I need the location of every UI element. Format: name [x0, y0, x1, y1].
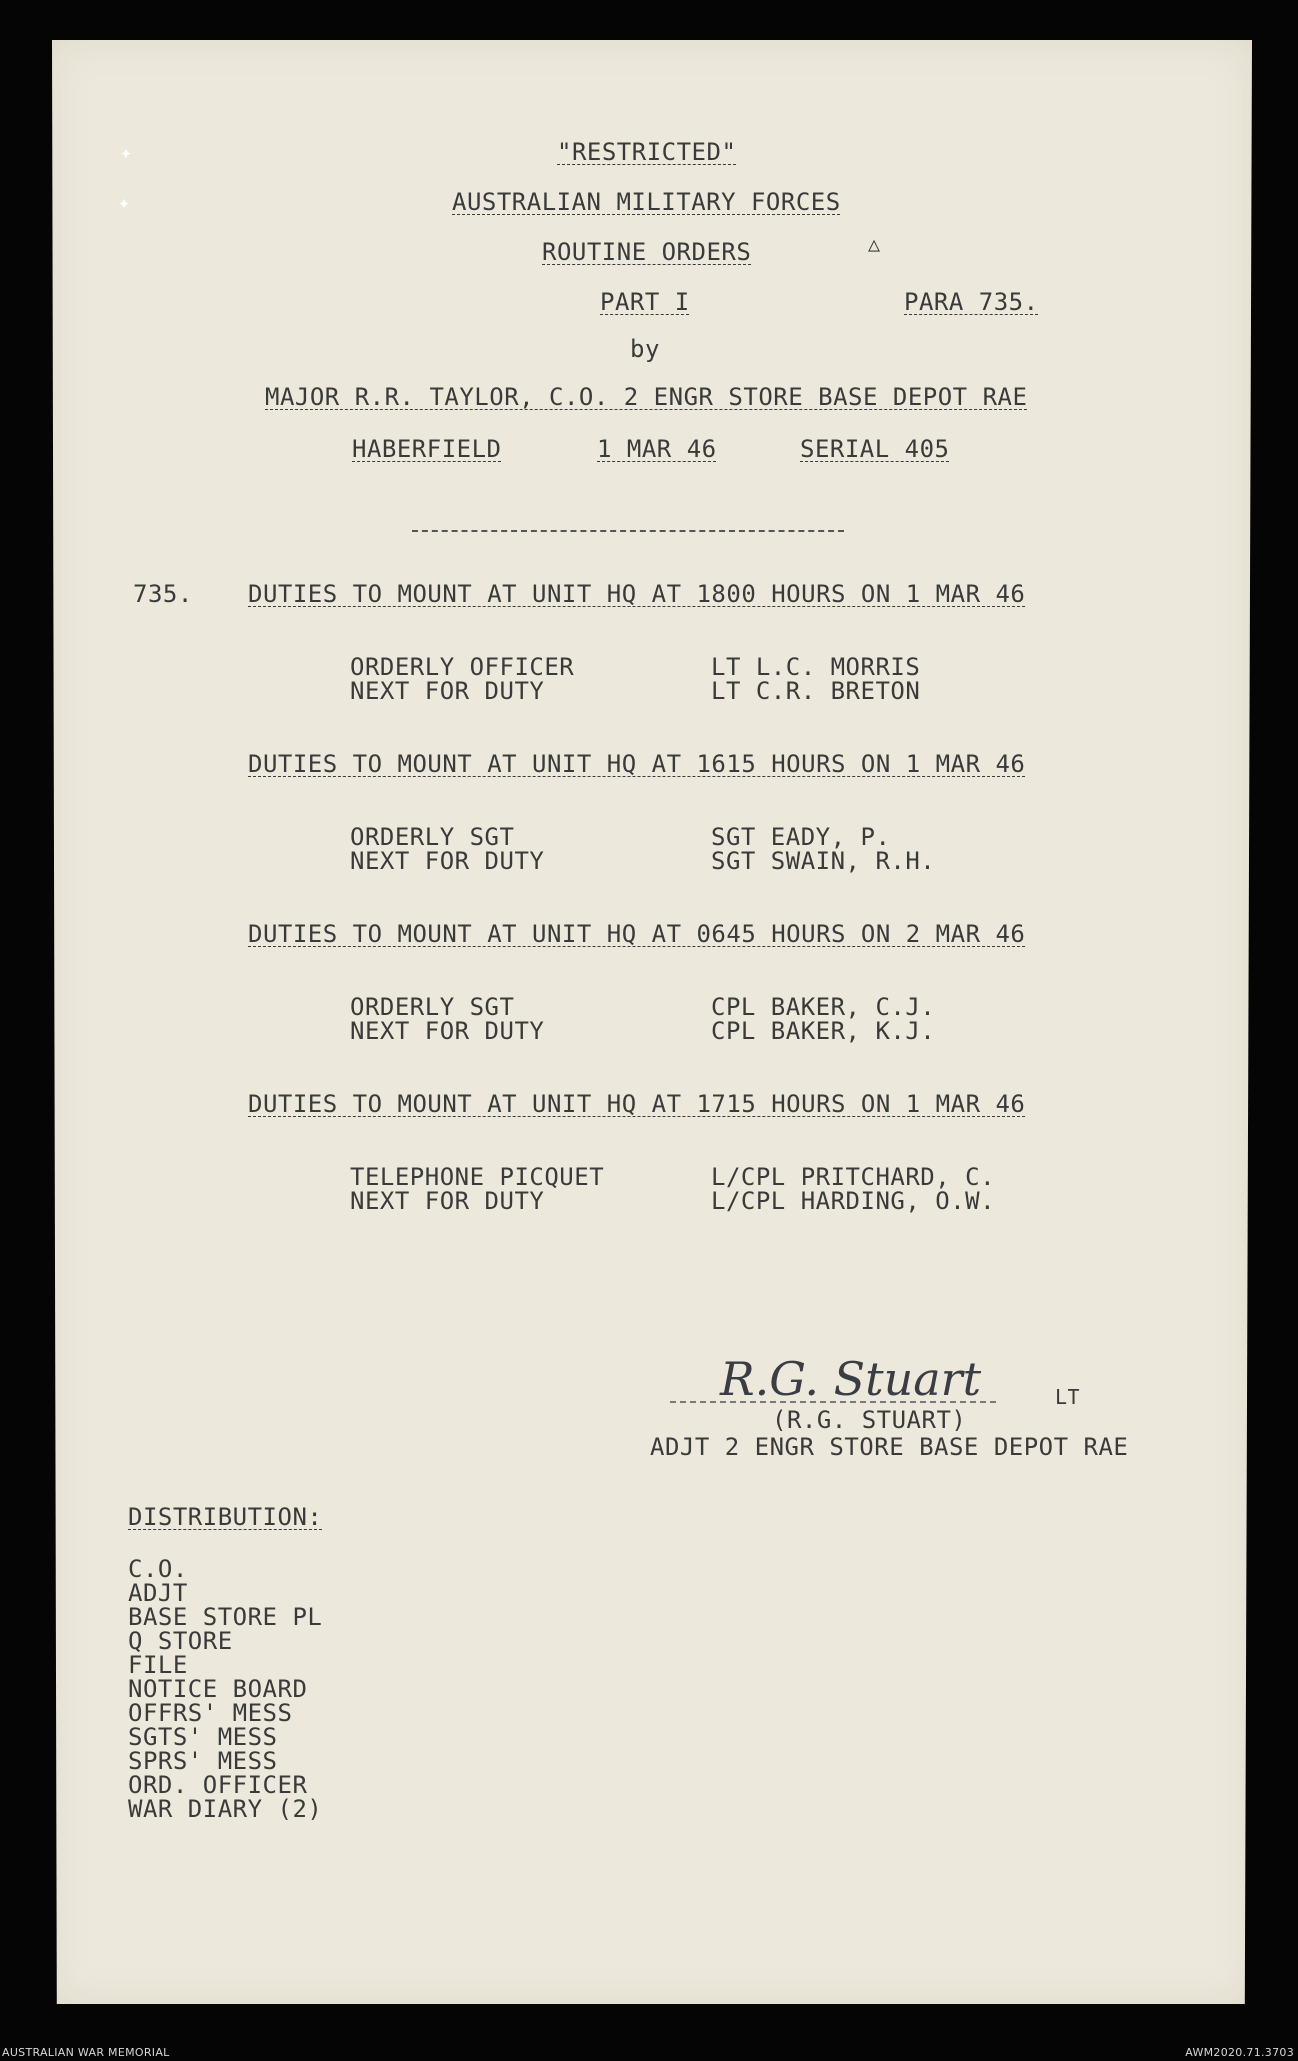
- pinhole-mark: ✦: [120, 140, 133, 164]
- classification: "RESTRICTED": [557, 138, 737, 166]
- duty-name: LT C.R. BRETON: [711, 677, 921, 705]
- duty-role: TELEPHONE PICQUET: [350, 1163, 605, 1191]
- triangle-stamp-icon: △: [868, 232, 881, 256]
- distribution-item: C.O.: [128, 1555, 188, 1583]
- distribution-item: NOTICE BOARD: [128, 1675, 308, 1703]
- section-heading: DUTIES TO MOUNT AT UNIT HQ AT 1615 HOURS ON 1 MAR 46: [248, 750, 1026, 778]
- signatory-name: (R.G. STUART): [772, 1406, 967, 1434]
- duty-role: NEXT FOR DUTY: [350, 677, 545, 705]
- footer-accession-number: AWM2020.71.3703: [1185, 2046, 1294, 2059]
- duty-name: CPL BAKER, C.J.: [711, 993, 936, 1021]
- signature-rank: LT: [1055, 1385, 1081, 1409]
- distribution-item: ADJT: [128, 1579, 188, 1607]
- distribution-item: WAR DIARY (2): [128, 1795, 323, 1823]
- duty-name: SGT EADY, P.: [711, 823, 891, 851]
- duty-role: ORDERLY SGT: [350, 993, 515, 1021]
- section-heading: DUTIES TO MOUNT AT UNIT HQ AT 0645 HOURS ON 2 MAR 46: [248, 920, 1026, 948]
- pinhole-mark: ✦: [118, 190, 131, 214]
- duty-role: ORDERLY SGT: [350, 823, 515, 851]
- signature-text: R.G. Stuart: [720, 1352, 982, 1406]
- distribution-item: Q STORE: [128, 1627, 233, 1655]
- distribution-item: OFFRS' MESS: [128, 1699, 293, 1727]
- distribution-item: FILE: [128, 1651, 188, 1679]
- distribution-heading: DISTRIBUTION:: [128, 1503, 323, 1531]
- duty-role: ORDERLY OFFICER: [350, 653, 575, 681]
- order-number: 735.: [133, 580, 193, 608]
- footer-credit: AUSTRALIAN WAR MEMORIAL: [2, 2046, 170, 2059]
- section-heading: DUTIES TO MOUNT AT UNIT HQ AT 1800 HOURS ON 1 MAR 46: [248, 580, 1026, 608]
- signatory-appointment: ADJT 2 ENGR STORE BASE DEPOT RAE: [650, 1433, 1129, 1461]
- issuer: MAJOR R.R. TAYLOR, C.O. 2 ENGR STORE BASE DEPOT RAE: [265, 383, 1028, 411]
- section-heading: DUTIES TO MOUNT AT UNIT HQ AT 1715 HOURS ON 1 MAR 46: [248, 1090, 1026, 1118]
- distribution-item: SGTS' MESS: [128, 1723, 278, 1751]
- duty-name: L/CPL PRITCHARD, C.: [711, 1163, 996, 1191]
- duty-role: NEXT FOR DUTY: [350, 1017, 545, 1045]
- order-date: 1 MAR 46: [597, 435, 717, 463]
- part-number: PART I: [600, 288, 690, 316]
- para-number: PARA 735.: [904, 288, 1039, 316]
- distribution-item: ORD. OFFICER: [128, 1771, 308, 1799]
- location: HABERFIELD: [352, 435, 502, 463]
- duty-role: NEXT FOR DUTY: [350, 847, 545, 875]
- document-type: ROUTINE ORDERS: [542, 238, 752, 266]
- duty-name: L/CPL HARDING, O.W.: [711, 1187, 996, 1215]
- duty-name: LT L.C. MORRIS: [711, 653, 921, 681]
- distribution-item: SPRS' MESS: [128, 1747, 278, 1775]
- serial-number: SERIAL 405: [800, 435, 950, 463]
- duty-name: CPL BAKER, K.J.: [711, 1017, 936, 1045]
- duty-role: NEXT FOR DUTY: [350, 1187, 545, 1215]
- by-label: by: [630, 335, 660, 363]
- organisation-title: AUSTRALIAN MILITARY FORCES: [452, 188, 841, 216]
- distribution-item: BASE STORE PL: [128, 1603, 323, 1631]
- duty-name: SGT SWAIN, R.H.: [711, 847, 936, 875]
- header-divider: [412, 530, 844, 532]
